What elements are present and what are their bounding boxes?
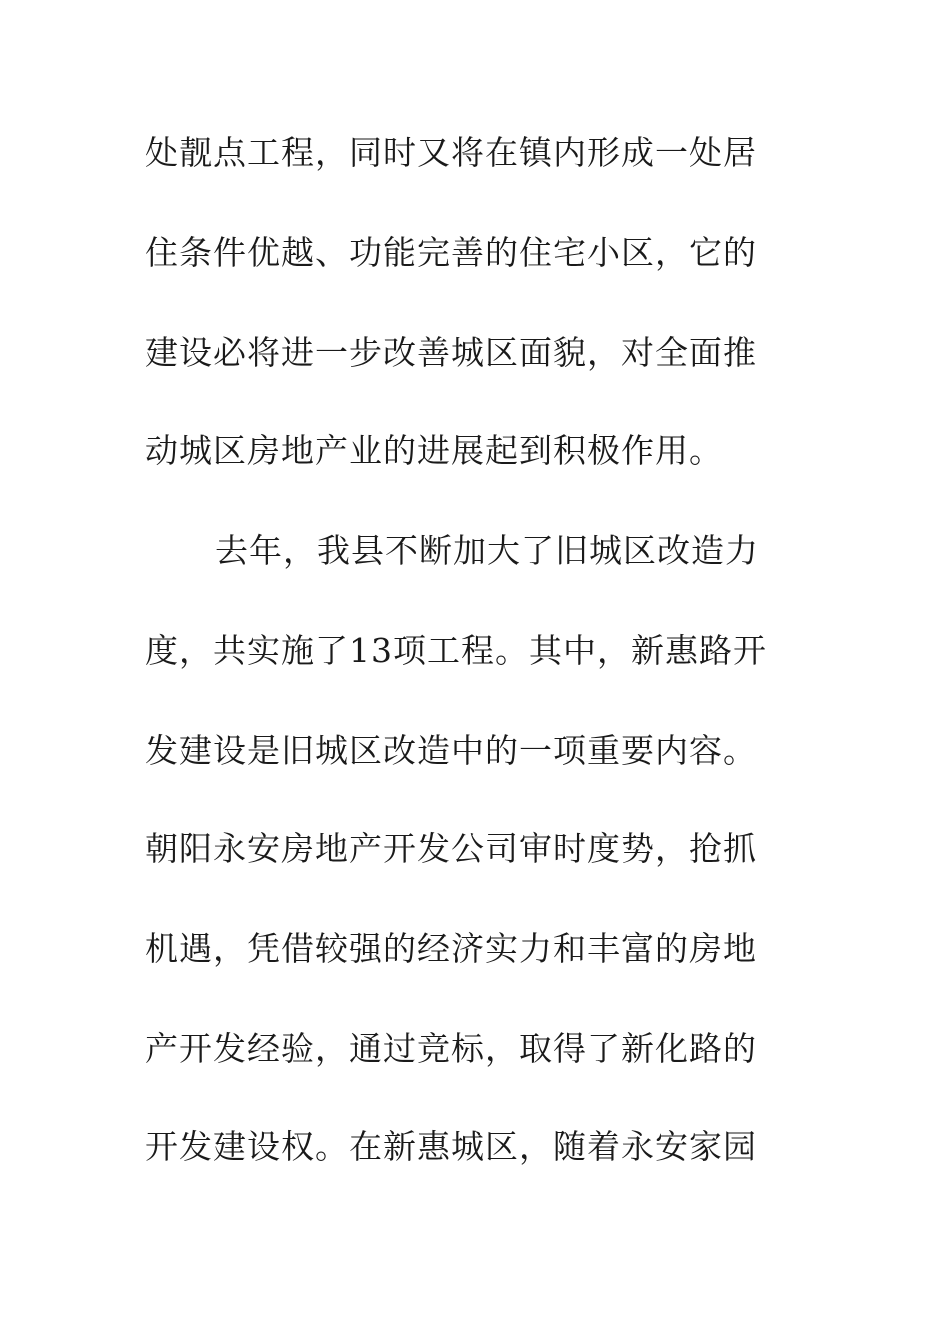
- text-line: 产开发经验，通过竞标，取得了新化路的: [145, 1029, 757, 1068]
- text-line: 朝阳永安房地产开发公司审时度势，抢抓: [145, 829, 757, 868]
- text-line: 开发建设权。在新惠城区，随着永安家园: [145, 1127, 757, 1166]
- text-line: 建设必将进一步改善城区面貌，对全面推: [145, 333, 757, 372]
- text-line: 处靓点工程，同时又将在镇内形成一处居: [145, 133, 757, 172]
- text-line: 住条件优越、功能完善的住宅小区，它的: [145, 233, 757, 272]
- text-line: 发建设是旧城区改造中的一项重要内容。: [145, 731, 757, 770]
- text-line: 度，共实施了13项工程。其中，新惠路开: [145, 631, 767, 670]
- text-line: 机遇，凭借较强的经济实力和丰富的房地: [145, 929, 757, 968]
- text-line: 动城区房地产业的进展起到积极作用。: [145, 431, 723, 470]
- paragraph-first-line: 去年，我县不断加大了旧城区改造力: [215, 531, 759, 570]
